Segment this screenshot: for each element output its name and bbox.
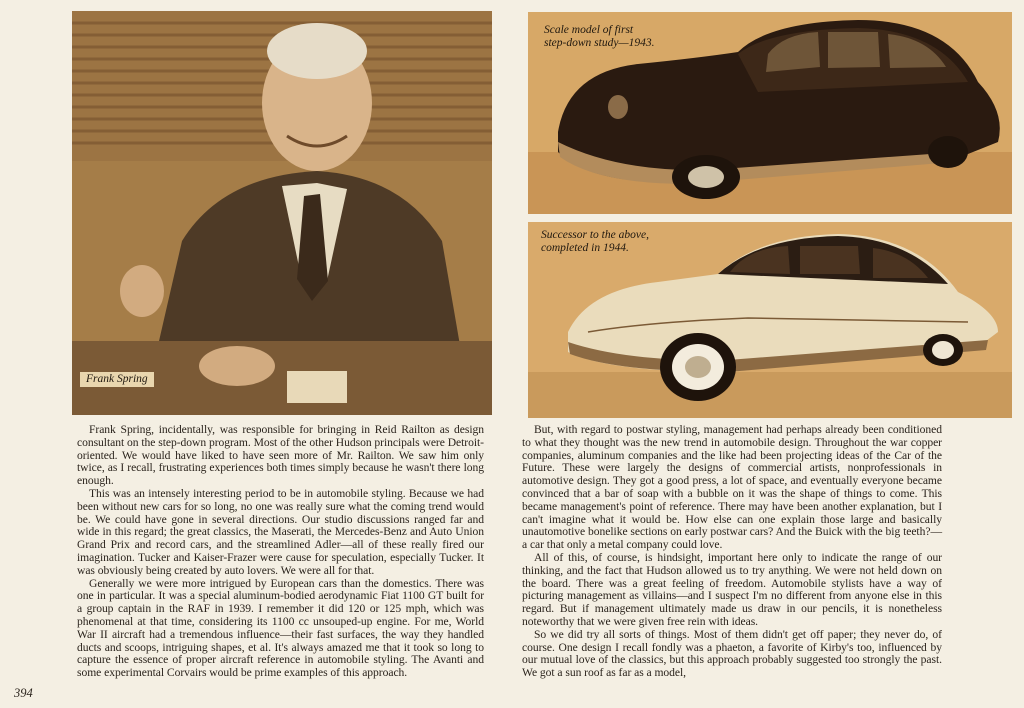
- article-column-right: [522, 424, 942, 680]
- paragraph: Generally we were more intrigued by European cars than the domestics. There was one in particular. It was a special aluminum-bodied aerodynamic Fiat 1100 GT built for a group captain in the RAF in 1939. I remember it did 120 or 125 mph, which was phenomenal at that time, considering its 1100 cc unsouped-up engine. For me, World War II aircraft had a tremendous influence—their fast surfaces, the way they handled ducts and scoops, intriguing shapes, et al. It's always amazed me that it took so long to capture the essence of proper aircraft reference in automobile styling. The Avanti and some experimental Corvairs would be prime examples of this approach.: [77, 576, 484, 680]
- article-column-left: [77, 424, 484, 680]
- paragraph: All of this, of course, is hindsight, important here only to indicate the range of our thinking, and the fact that Hudson allowed us to try anything. We were not held down on the board. There was a great feeling of freedom. Automobile stylists have a way of picturing management as villains—and I suspect I'm no different from anyone else in this regard. But if management ultimately made us draw in our pencils, it is nonetheless noteworthy that we were given free rein with ideas.: [522, 550, 942, 628]
- paragraph: But, with regard to postwar styling, management had perhaps already been conditioned to what they thought was the new trend in automobile design. Throughout the war copper companies, aluminum companies and the like had been projecting ideas of the Car of the Future. These were largely the designs of commercial artists, nonprofessionals in automotive design. They got a good press, a lot of space, and eventually everyone became convinced that a bar of soap with a bubble on it was the shape of things to come. This became management's point of reference. There may have been another explanation, but I can't imagine what it would be. How else can one explain those large and basically unautomotive bonelike sections on early postwar cars? And the Buick with the big teeth?—a car that only a metal company could love.: [522, 423, 942, 552]
- page-number: 394: [14, 686, 33, 700]
- caption-line: completed in 1944.: [541, 242, 629, 254]
- caption-scale-model-1943: [544, 24, 694, 50]
- caption-line: Scale model of first: [544, 24, 634, 36]
- frank-spring-illustration: [72, 11, 492, 415]
- paragraph: This was an intensely interesting period to be in automobile styling. Because we had been without new cars for so long, no one was really sure what the coming trend would be. We could have gone in several directions. Our studio discussions ranged far and wide in this regard; the great classics, the Maserati, the Mercedes-Benz and Auto Union Grand Prix and record cars, and the streamlined Adler—all of these really fired our imagination. Tucker and Kaiser-Frazer were cause for speculation, especially Tucker. It was obviously being created by auto lovers. We were all for that.: [77, 486, 484, 577]
- paragraph: Frank Spring, incidentally, was responsible for bringing in Reid Railton as design consultant on the step-down program. Most of the other Hudson principals were Detroit-oriented. We would have liked to have seen more of Mr. Railton. We saw him only twice, as I recall, frustrating experiences both times simply because he wasn't there long enough.: [77, 423, 484, 488]
- caption-line: step-down study—1943.: [544, 37, 655, 49]
- caption-frank-spring: Frank Spring: [80, 372, 154, 387]
- caption-line: Successor to the above,: [541, 229, 649, 241]
- paragraph: So we did try all sorts of things. Most of them didn't get off paper; they never do, of course. One design I recall fondly was a phaeton, a favorite of Kirby's too, influenced by our mutual love of the classics, but this approach probably suggested too strongly the past. We got a sun roof as far as a model,: [522, 627, 942, 680]
- photo-frank-spring: [72, 11, 492, 415]
- caption-model-1944: [541, 229, 711, 255]
